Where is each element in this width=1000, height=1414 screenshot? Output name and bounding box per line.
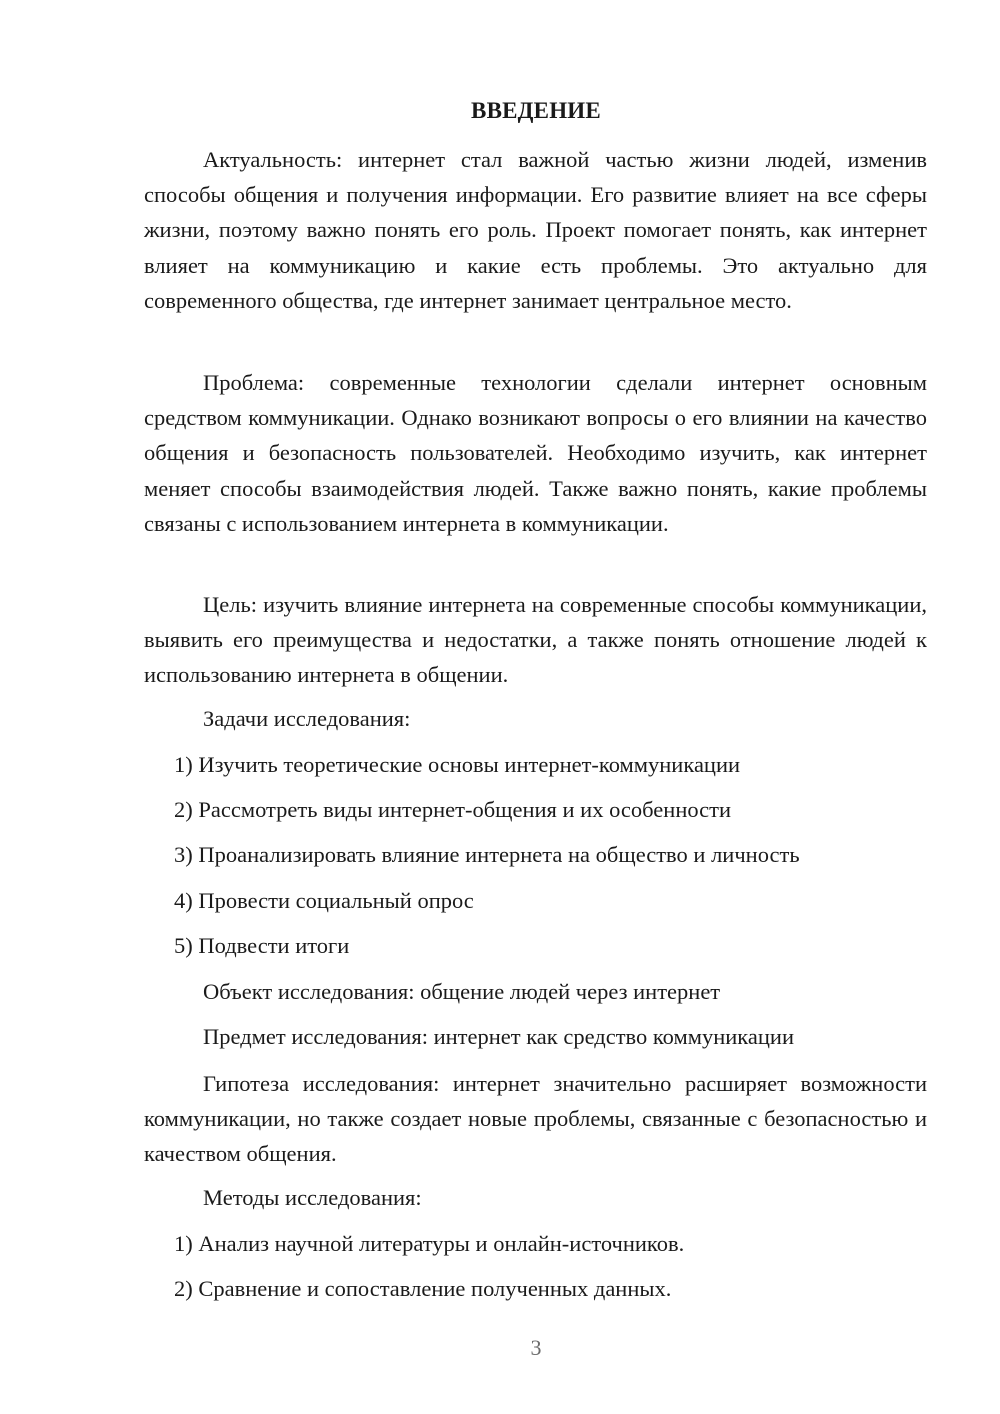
relevance-paragraph: Актуальность: интернет стал важной частью жизни людей, изменив способы общения и получения информации. Его развитие влияет на все сферы жизни, поэтому важно понять его роль. Проект помогает понять, как интернет влияет на коммуникацию и какие есть проблемы. Это актуально для современного общества, где интернет занимает центральное место. [144, 147, 927, 313]
page-number: 3 [530, 1335, 542, 1360]
section-title: ВВЕДЕНИЕ [471, 98, 601, 123]
task-item-4: 4) Провести социальный опрос [174, 888, 474, 913]
research-subject: Предмет исследования: интернет как средство коммуникации [203, 1024, 794, 1049]
goal-paragraph: Цель: изучить влияние интернета на современные способы коммуникации, выявить его преимущества и недостатки, а также понять отношение людей к использованию интернета в общении. [144, 592, 927, 688]
task-item-2: 2) Рассмотреть виды интернет-общения и их особенности [174, 797, 732, 822]
task-item-5: 5) Подвести итоги [174, 933, 350, 958]
method-item-2: 2) Сравнение и сопоставление полученных данных. [174, 1276, 672, 1301]
task-item-3: 3) Проанализировать влияние интернета на общество и личность [174, 842, 800, 867]
methods-heading: Методы исследования: [203, 1185, 422, 1210]
problem-paragraph: Проблема: современные технологии сделали интернет основным средством коммуникации. Однако возникают вопросы о его влиянии на качество общения и безопасность пользователей. Необходимо изучить, как интернет меняет способы взаимодействия людей. Также важно понять, какие проблемы связаны с использованием интернета в коммуникации. [144, 370, 927, 536]
research-object: Объект исследования: общение людей через интернет [203, 979, 721, 1004]
tasks-heading: Задачи исследования: [203, 706, 411, 731]
method-item-1: 1) Анализ научной литературы и онлайн-источников. [174, 1231, 685, 1256]
task-item-1: 1) Изучить теоретические основы интернет-коммуникации [174, 752, 741, 777]
hypothesis-paragraph: Гипотеза исследования: интернет значительно расширяет возможности коммуникации, но также создает новые проблемы, связанные с безопасностью и качеством общения. [144, 1071, 927, 1167]
